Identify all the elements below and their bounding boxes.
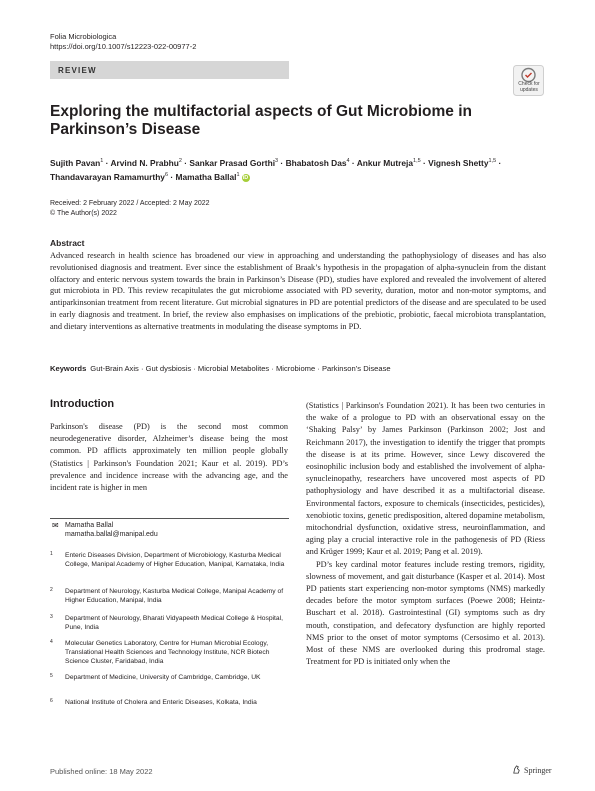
affiliation-number: 5 [50,673,53,679]
keywords-line [50,364,391,374]
affiliation-item [50,639,289,667]
corresponding-author-email[interactable]: mamatha.ballal@manipal.edu [65,531,158,538]
affiliation-text: Enteric Diseases Division, Department of Microbiology, Kasturba Medical College, Manipal Academy of Higher Education, Manipal, Karnataka, India [65,552,285,569]
publisher-name: Springer [524,766,552,775]
check-updates-text: Check for updates [518,81,540,93]
affiliation-text: National Institute of Cholera and Enteric Diseases, Kolkata, India [65,699,257,706]
abstract-heading: Abstract [50,238,85,248]
abstract-text: Advanced research in health science has broadened our view in approaching and understanding the pathophysiology of diseases and has also revolutionised diagnosis and treatment. Ever since the establishment of Braak’s hypothesis in the propagation of alpha-synuclein from the distant olfactory and enteric nervous system towards the brain in Parkinson’s Disease (PD), studies have explored and revealed the involvement of altered gut microbiota in PD. This review recapitulates the gut microbiome associated with PD severity, duration, motor and non-motor symptoms, and antiparkinsonian treatment from recent literature. Gut microbial signatures in PD are potential predictors of the disease and are speculated to be used in early diagnosis and treatment. In brief, the review also emphasises on implications of the prebiotic, probiotic, faecal microbiota transplantation, and dietary interventions as alternative treatments in modulating the disease symptoms in PD. [50,251,546,331]
author-separator: · [278,157,286,168]
author-name: Bhabatosh Das [285,157,347,168]
journal-name: Folia Microbiologica [50,32,117,41]
author-name: Sujith Pavan [50,157,101,168]
envelope-icon: ✉ [52,521,59,530]
affiliation-number: 3 [50,614,53,620]
author-affiliation-sup: 6 [164,172,169,179]
doi-link[interactable]: https://doi.org/10.1007/s12223-022-00977-2 [50,42,197,51]
affiliation-number: 4 [50,639,53,645]
author-affiliation-sup: 1 [236,172,240,179]
publisher-logo [512,765,552,775]
keywords-label: Keywords [50,364,87,373]
intro-right-paragraph-1: (Statistics | Parkinson's Foundation 2021). It has been two centuries in the wake of a prologue to PD with an observational essay on the ‘Shaking Palsy’ by James Parkinson (Parkinson 2002; Jost and Reichmann 2017), the investigation to identify the trigger that prompts the disease is at its prime. However, since Lewy discovered the eosinophilic inclusion body and established the involvement of alpha-synucleinopathy, researchers have uncovered most aspects of PD pathophysiology and have described it as a multifactorial disease. Environmental factors, exposure to chemicals (insecticides, pesticides), xenobiotic toxins, genetic predisposition, altered dopamine metabolism, mitochondrial dysfunction, oxidative stress, neuroinflammation, and aging play a crucial interactive role in the pathogenesis of PD (Riess and Krüger 1999; Kaur et al. 2019; Pang et al. 2019). [306,401,545,557]
right-column [306,400,545,668]
affiliation-number: 2 [50,587,53,593]
author-name: Arvind N. Prabhu [110,157,179,168]
corresponding-author-name: Mamatha Ballal [65,522,114,529]
affiliation-text: Department of Neurology, Kasturba Medical College, Manipal Academy of Higher Education, Manipal, India [65,588,284,605]
author-affiliation-sup: 1,5 [413,158,421,164]
author-affiliation-sup: 1,5 [488,158,497,164]
affiliation-number: 1 [50,551,53,557]
affiliation-item [50,551,289,569]
author-name: Thandavarayan Ramamurthy [50,172,165,183]
article-title: Exploring the multifactorial aspects of Gut Microbiome in Parkinson’s Disease [50,103,472,138]
intro-left-paragraph: Parkinson's disease (PD) is the second most common neurodegenerative disorder, Alzheimer’s disease being the most common. PD afflicts approximately ten million people globally (Statistics | Parkinson's Foundation 2021; Kaur et al. 2019). PD’s prevalence and incidence increase with the advancing age, and the incident rate is higher in men [50,422,288,493]
received-accepted-dates: Received: 2 February 2022 / Accepted: 2 May 2022 [50,200,210,207]
affiliation-item [50,698,289,707]
author-affiliation-sup: 3 [275,158,279,164]
author-affiliation-sup: 2 [178,158,182,164]
author-separator: · [349,157,357,168]
affiliation-number: 6 [50,698,53,704]
keywords-text: Gut-Brain Axis · Gut dysbiosis · Microbial Metabolites · Microbiome · Parkinson’s Disease [90,364,391,373]
article-type-label: REVIEW [58,66,97,75]
footnote-divider [50,518,289,519]
author-affiliation-sup: 4 [346,158,350,164]
author-name: Sankar Prasad Gorthi [189,157,276,168]
author-name: Ankur Mutreja [356,157,414,168]
affiliation-item [50,673,289,682]
author-separator: · [420,157,429,168]
published-online-date: Published online: 18 May 2022 [50,767,153,776]
affiliation-item [50,587,289,605]
author-separator: · [103,157,111,168]
affiliation-text: Department of Medicine, University of Cambridge, Cambridge, UK [65,674,261,681]
author-separator: · [181,157,190,168]
author-affiliation-sup: 1 [100,158,104,164]
affiliation-item [50,614,289,632]
affiliation-text: Department of Neurology, Bharati Vidyapeeth Medical College & Hospital, Pune, India [65,615,283,632]
author-name: Mamatha Ballal [175,172,237,183]
author-list [50,155,550,184]
copyright-notice: © The Author(s) 2022 [50,210,117,217]
orcid-icon[interactable]: iD [242,175,249,182]
introduction-heading: Introduction [50,398,115,410]
author-separator: · [496,157,502,168]
author-name: Vignesh Shetty [428,157,489,168]
springer-horse-icon [512,765,521,774]
intro-right-paragraph-2: PD’s key cardinal motor features include resting tremors, rigidity, slowness of movement, and gait disturbance (Kasper et al. 2014). Most PD patients start experiencing non-motor symptoms (NMS) markedly decades before the motor symptom surfaces (Poewe 2008; Heintz-Buschart et al. 2018). Gastrointestinal (GI) symptoms such as dry mouth, constipation, and defecatory dysfunction are highly reported NMS prior to the onset of motor symptoms (Cersosimo et al. 2013). Most of these NMS are overlooked during this prodromal stage. Treatment for PD is initiated only when the [306,559,545,667]
author-separator: · [168,172,176,183]
affiliation-text: Molecular Genetics Laboratory, Centre for Human Microbial Ecology, Translational Health Sciences and Technology Institute, NCR Biotech Science Cluster, Faridabad, India [65,640,270,666]
